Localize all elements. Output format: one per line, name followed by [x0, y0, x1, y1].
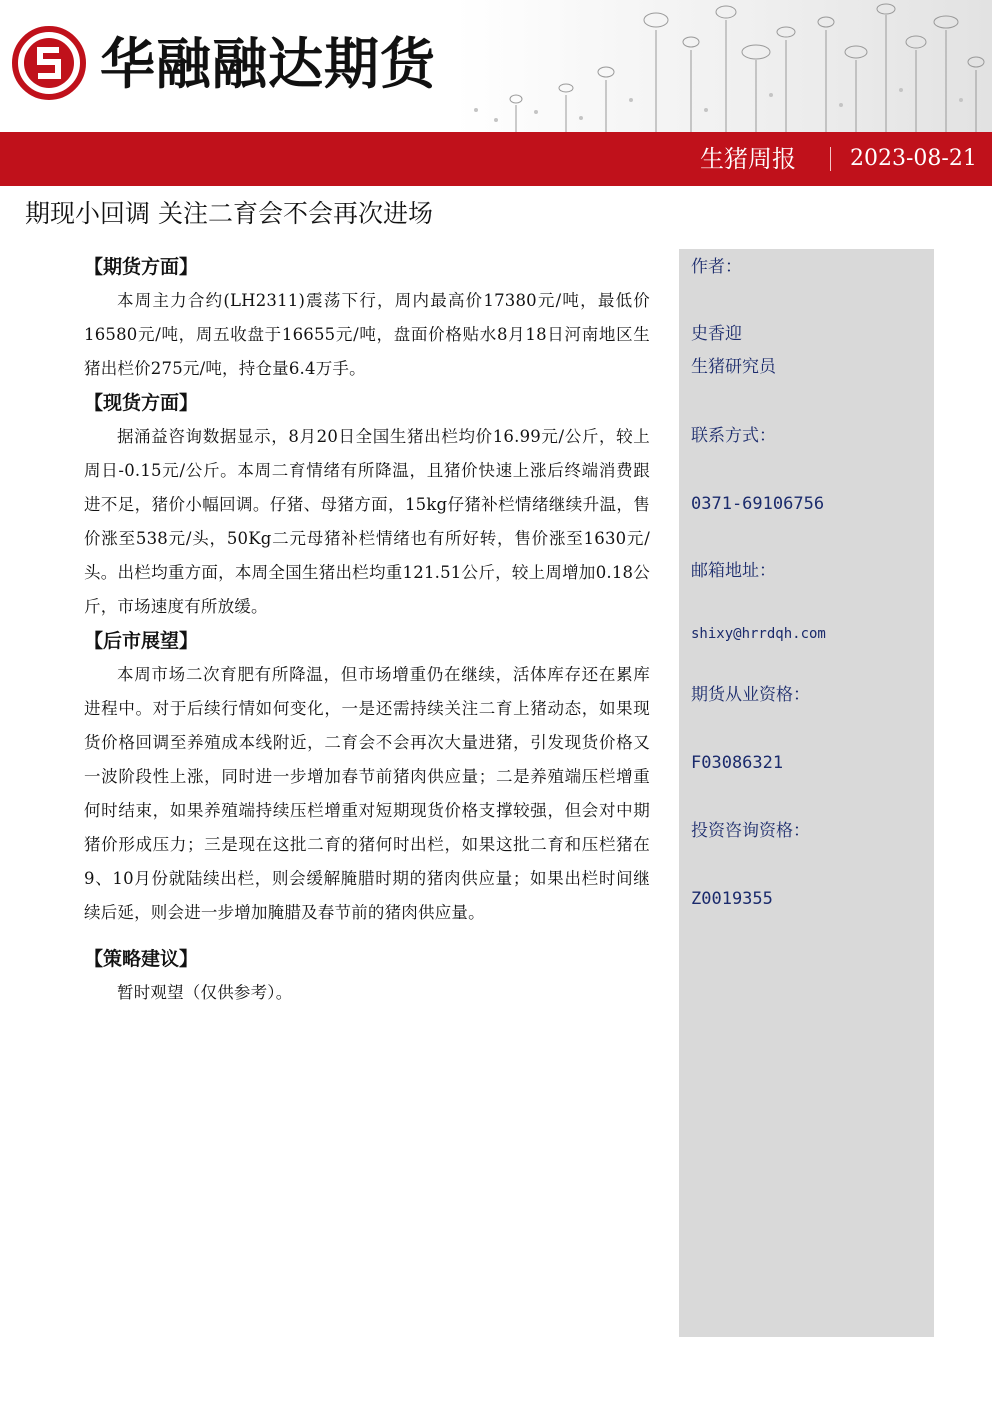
report-date: 2023-08-21	[850, 146, 977, 171]
header-separator	[830, 147, 831, 171]
author-sidebar	[679, 249, 934, 1337]
section-text-futures: 本周主力合约(LH2311)震荡下行，周内最高价17380元/吨，最低价16580元/吨，周五收盘于16655元/吨，盘面价格贴水8月18日河南地区生猪出栏价275元/吨，持仓量6.4万手。	[84, 291, 650, 378]
advisory-qualification-number: Z0019355	[691, 889, 773, 909]
futures-qualification-number: F03086321	[691, 753, 784, 773]
main-content	[84, 250, 650, 1010]
futures-qualification-label: 期货从业资格：	[691, 685, 810, 705]
email-label: 邮箱地址：	[691, 561, 776, 581]
author-name: 史香迎	[691, 324, 742, 344]
contact-phone: 0371-69106756	[691, 494, 825, 514]
section-heading-outlook: 【后市展望】	[84, 630, 199, 652]
section-spacer	[84, 930, 650, 942]
section-text-spot: 据涌益咨询数据显示，8月20日全国生猪出栏均价16.99元/公斤，较上周日-0.15元/公斤。本周二育情绪有所降温，且猪价快速上涨后终端消费跟进不足，猪价小幅回调。仔猪、母猪方面，15kg仔猪补栏情绪继续升温，售价涨至538元/头，50Kg二元母猪补栏情绪也有所好转，售价涨至1630元/头。出栏均重方面，本周全国生猪出栏均重121.51公斤，较上周增加0.18公斤，市场速度有所放缓。	[84, 427, 650, 616]
section-heading-futures: 【期货方面】	[84, 256, 199, 278]
page-header	[0, 0, 992, 134]
section-heading-strategy: 【策略建议】	[84, 948, 199, 970]
section-text-outlook: 本周市场二次育肥有所降温，但市场增重仍在继续，活体库存还在累库进程中。对于后续行情如何变化，一是还需持续关注二育上猪动态，如果现货价格回调至养殖成本线附近，二育会不会再次大量进猪，引发现货价格又一波阶段性上涨，同时进一步增加春节前猪肉供应量；二是养殖端压栏增重何时结束，如果养殖端持续压栏增重对短期现货价格支撑较强，但会对中期猪价形成压力；三是现在这批二育的猪何时出栏，如果这批二育和压栏猪在9、10月份就陆续出栏，则会缓解腌腊时期的猪肉供应量；如果出栏时间继续后延，则会进一步增加腌腊及春节前的猪肉供应量。	[84, 665, 650, 922]
header-red-bar	[0, 132, 992, 186]
author-title: 生猪研究员	[691, 357, 776, 377]
section-heading-spot: 【现货方面】	[84, 392, 199, 414]
contact-label: 联系方式：	[691, 426, 776, 446]
section-text-strategy: 暂时观望（仅供参考）。	[117, 983, 293, 1002]
advisory-qualification-label: 投资咨询资格：	[691, 821, 810, 841]
header-decoration	[456, 0, 992, 134]
brand-name: 华融融达期货	[100, 32, 437, 96]
huarong-logo-icon	[12, 26, 86, 100]
author-label: 作者：	[691, 257, 742, 277]
report-type: 生猪周报	[700, 145, 796, 173]
contact-email[interactable]: shixy@hrrdqh.com	[691, 626, 826, 642]
report-title: 期现小回调 关注二育会不会再次进场	[25, 199, 433, 228]
